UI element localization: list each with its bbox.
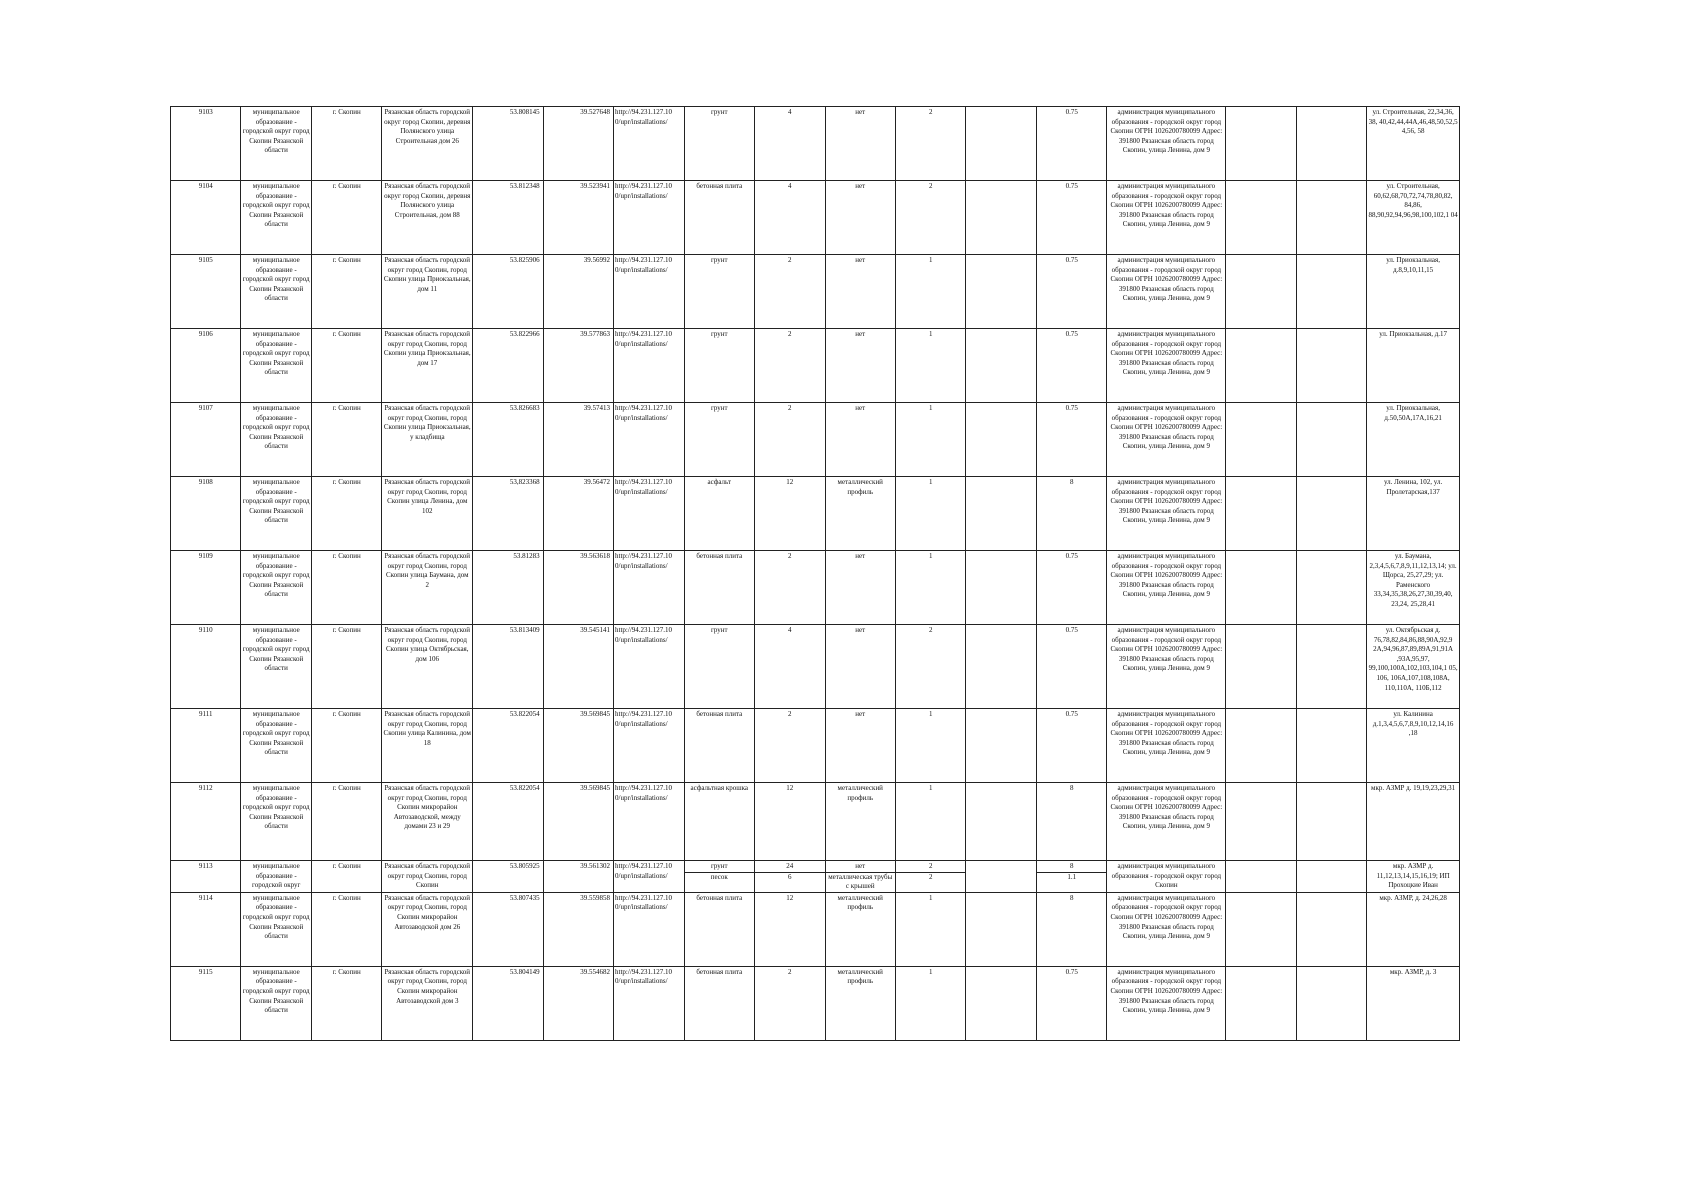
empty-cell <box>966 892 1036 966</box>
row-id-cell: 9106 <box>171 329 241 403</box>
volume-cell: 0.75 <box>1036 181 1106 255</box>
empty-cell <box>966 403 1036 477</box>
latitude-cell: 53.826683 <box>473 403 543 477</box>
container-count-cell: 1 <box>895 966 965 1040</box>
empty-cell <box>1296 107 1366 181</box>
empty-cell <box>1226 551 1296 625</box>
empty-cell <box>1296 551 1366 625</box>
table-row <box>171 861 1460 893</box>
container-count-cell: 1 <box>895 783 965 861</box>
waste-sources-cell: мкр. АЗМР, д. 3 <box>1367 966 1460 1040</box>
empty-cell <box>1296 255 1366 329</box>
row-id-cell: 9109 <box>171 551 241 625</box>
fence-cell: металлический профиль <box>825 477 895 551</box>
table-row <box>171 403 1460 477</box>
registry-table <box>170 106 1460 1041</box>
table-row <box>171 181 1460 255</box>
fence-cell: металлический профиль <box>825 966 895 1040</box>
surface-cell-line: грунт <box>710 862 728 870</box>
table-row <box>171 783 1460 861</box>
longitude-cell: 39.527648 <box>543 107 613 181</box>
waste-sources-cell: ул. Приокзальная, д.8,9,10,11,15 <box>1367 255 1460 329</box>
fence-cell-line: металлическая трубы с крышей <box>826 872 895 892</box>
container-count-cell-line: 2 <box>928 862 933 870</box>
address-cell: Рязанская область городской округ город Скопин, город Скопин улица Баумана, дом 2 <box>382 551 473 625</box>
surface-cell: бетонная плита <box>684 709 754 783</box>
area-cell: 2 <box>755 255 825 329</box>
empty-cell <box>966 966 1036 1040</box>
municipality-cell: муниципальное образование - городской округ город Скопин Рязанской области <box>241 329 311 403</box>
owner-cell: администрация муниципального образования - городской округ город Скопин ОГРН 1026200780099 Адрес: 391800 Рязанская область город Скопин, улица Ленина, дом 9 <box>1107 329 1226 403</box>
area-cell-line: 24 <box>786 862 794 870</box>
container-count-cell: 1 <box>895 403 965 477</box>
container-count-cell <box>895 861 965 893</box>
surface-cell: грунт <box>684 329 754 403</box>
empty-cell <box>1226 625 1296 709</box>
waste-sources-cell: ул. Ленина, 102, ул. Пролетарская,137 <box>1367 477 1460 551</box>
owner-cell: администрация муниципального образования - городской округ город Скопин ОГРН 1026200780099 Адрес: 391800 Рязанская область город Скопин, улица Ленина, дом 9 <box>1107 107 1226 181</box>
latitude-cell: 53.808145 <box>473 107 543 181</box>
empty-cell <box>1296 625 1366 709</box>
municipality-cell: муниципальное образование - городской округ город Скопин Рязанской области <box>241 709 311 783</box>
municipality-cell: муниципальное образование - городской округ город Скопин Рязанской области <box>241 403 311 477</box>
longitude-cell: 39.577863 <box>543 329 613 403</box>
owner-cell: администрация муниципального образования - городской округ город Скопин ОГРН 1026200780099 Адрес: 391800 Рязанская область город Скопин, улица Ленина, дом 9 <box>1107 403 1226 477</box>
waste-sources-cell: ул. Калинина д.1,3,4,5,6,7,8,9,10,12,14,16 ,18 <box>1367 709 1460 783</box>
table-row <box>171 966 1460 1040</box>
empty-cell <box>1226 403 1296 477</box>
url-cell: http://94.231.127.10 0/upr/installations/ <box>614 181 684 255</box>
volume-cell: 8 <box>1036 892 1106 966</box>
container-count-cell: 1 <box>895 255 965 329</box>
url-cell: http://94.231.127.10 0/upr/installations/ <box>614 625 684 709</box>
surface-cell: асфальт <box>684 477 754 551</box>
waste-sources-cell: ул. Приокзальная, д.50,50А,17А,16,21 <box>1367 403 1460 477</box>
volume-cell: 8 <box>1036 783 1106 861</box>
table-row <box>171 892 1460 966</box>
address-cell: Рязанская область городской округ город Скопин, деревня Полянского улица Строительная дом 26 <box>382 107 473 181</box>
empty-cell <box>1296 403 1366 477</box>
waste-sources-cell: ул. Октябрьская д. 76,78,82,84,86,88,90А,92,9 2А,94,96,87,89,89А,91,91А ,93А,95,97, 99,100,100А,102,103,104,1 05, 106, 106А,107,108,108А, 110,110А, 110Б,112 <box>1367 625 1460 709</box>
volume-cell <box>1036 861 1106 893</box>
area-cell: 2 <box>755 966 825 1040</box>
fence-cell: нет <box>825 329 895 403</box>
url-cell: http://94.231.127.10 0/upr/installations/ <box>614 477 684 551</box>
owner-cell: администрация муниципального образования - городской округ город Скопин ОГРН 1026200780099 Адрес: 391800 Рязанская область город Скопин, улица Ленина, дом 9 <box>1107 181 1226 255</box>
waste-sources-cell: мкр. АЗМР д. 11,12,13,14,15,16,19; ИП Прохоцкие Иван <box>1367 861 1460 893</box>
url-cell: http://94.231.127.10 0/upr/installations/ <box>614 255 684 329</box>
longitude-cell: 39.569845 <box>543 783 613 861</box>
volume-cell: 0.75 <box>1036 966 1106 1040</box>
owner-cell: администрация муниципального образования - городской округ город Скопин <box>1107 861 1226 893</box>
surface-cell: бетонная плита <box>684 966 754 1040</box>
row-id-cell: 9105 <box>171 255 241 329</box>
empty-cell <box>1226 966 1296 1040</box>
surface-cell: грунт <box>684 255 754 329</box>
empty-cell <box>1226 477 1296 551</box>
latitude-cell: 53.807435 <box>473 892 543 966</box>
city-cell: г. Скопин <box>311 477 381 551</box>
row-id-cell: 9110 <box>171 625 241 709</box>
empty-cell <box>1226 329 1296 403</box>
surface-cell: грунт <box>684 107 754 181</box>
address-cell: Рязанская область городской округ город Скопин, город Скопин <box>382 861 473 893</box>
area-cell: 12 <box>755 477 825 551</box>
owner-cell: администрация муниципального образования - городской округ город Скопин ОГРН 1026200780099 Адрес: 391800 Рязанская область город Скопин, улица Ленина, дом 9 <box>1107 966 1226 1040</box>
empty-cell <box>966 551 1036 625</box>
fence-cell: металлический профиль <box>825 892 895 966</box>
url-cell: http://94.231.127.10 0/upr/installations/ <box>614 783 684 861</box>
url-cell: http://94.231.127.10 0/upr/installations/ <box>614 892 684 966</box>
empty-cell <box>966 709 1036 783</box>
url-cell: http://94.231.127.10 0/upr/installations/ <box>614 966 684 1040</box>
longitude-cell: 39.563618 <box>543 551 613 625</box>
surface-cell: бетонная плита <box>684 892 754 966</box>
empty-cell <box>1296 783 1366 861</box>
empty-cell <box>1226 861 1296 893</box>
latitude-cell: 53.822054 <box>473 783 543 861</box>
owner-cell: администрация муниципального образования - городской округ город Скопин ОГРН 1026200780099 Адрес: 391800 Рязанская область город Скопин, улица Ленина, дом 9 <box>1107 892 1226 966</box>
area-cell-line: 6 <box>755 872 824 883</box>
area-cell: 4 <box>755 107 825 181</box>
row-id-cell: 9113 <box>171 861 241 893</box>
address-cell: Рязанская область городской округ город Скопин, город Скопин улица Приокзальная, дом 11 <box>382 255 473 329</box>
address-cell: Рязанская область городской округ город Скопин, деревня Полянского улица Строительная, дом 88 <box>382 181 473 255</box>
volume-cell: 0.75 <box>1036 709 1106 783</box>
fence-cell-line: нет <box>855 862 866 870</box>
empty-cell <box>1296 892 1366 966</box>
empty-cell <box>1296 709 1366 783</box>
surface-cell: грунт <box>684 403 754 477</box>
container-count-cell: 1 <box>895 709 965 783</box>
city-cell: г. Скопин <box>311 181 381 255</box>
municipality-cell: муниципальное образование - городской округ город Скопин Рязанской области <box>241 255 311 329</box>
municipality-cell: муниципальное образование - городской округ город Скопин Рязанской области <box>241 892 311 966</box>
longitude-cell: 39.561302 <box>543 861 613 893</box>
empty-cell <box>966 107 1036 181</box>
longitude-cell: 39.56992 <box>543 255 613 329</box>
empty-cell <box>966 255 1036 329</box>
owner-cell: администрация муниципального образования - городской округ город Скопин ОГРН 1026200780099 Адрес: 391800 Рязанская область город Скопин, улица Ленина, дом 9 <box>1107 551 1226 625</box>
area-cell: 2 <box>755 403 825 477</box>
row-id-cell: 9111 <box>171 709 241 783</box>
empty-cell <box>966 861 1036 893</box>
volume-cell: 0.75 <box>1036 551 1106 625</box>
empty-cell <box>1226 892 1296 966</box>
owner-cell: администрация муниципального образования - городской округ город Скопин ОГРН 1026200780099 Адрес: 391800 Рязанская область город Скопин, улица Ленина, дом 9 <box>1107 783 1226 861</box>
empty-cell <box>1226 107 1296 181</box>
surface-cell: асфальтная крошка <box>684 783 754 861</box>
city-cell: г. Скопин <box>311 783 381 861</box>
table-row <box>171 329 1460 403</box>
municipality-cell: муниципальное образование - городской округ город Скопин Рязанской области <box>241 181 311 255</box>
latitude-cell: 53,823368 <box>473 477 543 551</box>
empty-cell <box>966 625 1036 709</box>
url-cell: http://94.231.127.10 0/upr/installations/ <box>614 551 684 625</box>
volume-cell: 8 <box>1036 477 1106 551</box>
latitude-cell: 53.813409 <box>473 625 543 709</box>
municipality-cell: муниципальное образование - городской округ город Скопин Рязанской области <box>241 783 311 861</box>
table-row <box>171 709 1460 783</box>
address-cell: Рязанская область городской округ город Скопин, город Скопин микрорайон Автозаводской дом 26 <box>382 892 473 966</box>
city-cell: г. Скопин <box>311 892 381 966</box>
municipality-cell: муниципальное образование - городской округ <box>241 861 311 893</box>
waste-sources-cell: ул. Приокзальная, д.17 <box>1367 329 1460 403</box>
container-count-cell: 1 <box>895 477 965 551</box>
container-count-cell: 2 <box>895 107 965 181</box>
municipality-cell: муниципальное образование - городской округ город Скопин Рязанской области <box>241 551 311 625</box>
city-cell: г. Скопин <box>311 709 381 783</box>
fence-cell: нет <box>825 107 895 181</box>
longitude-cell: 39.545141 <box>543 625 613 709</box>
fence-cell: нет <box>825 181 895 255</box>
empty-cell <box>1226 783 1296 861</box>
waste-sources-cell: мкр. АЗМР, д. 24,26,28 <box>1367 892 1460 966</box>
url-cell: http://94.231.127.10 0/upr/installations/ <box>614 709 684 783</box>
owner-cell: администрация муниципального образования - городской округ город Скопин ОГРН 1026200780099 Адрес: 391800 Рязанская область город Скопин, улица Ленина, дом 9 <box>1107 477 1226 551</box>
row-id-cell: 9112 <box>171 783 241 861</box>
waste-sources-cell: ул. Строительная, 60,62,68,70,72,74,78,80,82, 84,86, 88,90,92,94,96,98,100,102,1 04 <box>1367 181 1460 255</box>
latitude-cell: 53.825906 <box>473 255 543 329</box>
owner-cell: администрация муниципального образования - городской округ город Скопин ОГРН 1026200780099 Адрес: 391800 Рязанская область город Скопин, улица Ленина, дом 9 <box>1107 625 1226 709</box>
longitude-cell: 39.559858 <box>543 892 613 966</box>
row-id-cell: 9108 <box>171 477 241 551</box>
area-cell: 2 <box>755 709 825 783</box>
url-cell: http://94.231.127.10 0/upr/installations/ <box>614 329 684 403</box>
volume-cell-line: 8 <box>1069 862 1074 870</box>
area-cell: 2 <box>755 551 825 625</box>
volume-cell-line: 1.1 <box>1037 872 1106 883</box>
waste-sources-cell: мкр. АЗМР д. 19,19,23,29,31 <box>1367 783 1460 861</box>
address-cell: Рязанская область городской округ город Скопин, город Скопин микрорайон Автозаводской, между домами 23 и 29 <box>382 783 473 861</box>
empty-cell <box>1226 255 1296 329</box>
city-cell: г. Скопин <box>311 403 381 477</box>
container-count-cell: 1 <box>895 329 965 403</box>
address-cell: Рязанская область городской округ город Скопин, город Скопин улица Ленина, дом 102 <box>382 477 473 551</box>
empty-cell <box>1296 861 1366 893</box>
city-cell: г. Скопин <box>311 329 381 403</box>
city-cell: г. Скопин <box>311 255 381 329</box>
volume-cell: 0.75 <box>1036 107 1106 181</box>
empty-cell <box>1296 329 1366 403</box>
municipality-cell: муниципальное образование - городской округ город Скопин Рязанской области <box>241 966 311 1040</box>
latitude-cell: 53.805925 <box>473 861 543 893</box>
area-cell: 2 <box>755 329 825 403</box>
city-cell: г. Скопин <box>311 551 381 625</box>
address-cell: Рязанская область городской округ город Скопин, город Скопин микрорайон Автозаводской дом 3 <box>382 966 473 1040</box>
area-cell: 4 <box>755 181 825 255</box>
table-row <box>171 625 1460 709</box>
surface-cell: грунт <box>684 625 754 709</box>
waste-sources-cell: ул. Строительная, 22,34,36, 38, 40,42,44,44А,46,48,50,52,5 4,56, 58 <box>1367 107 1460 181</box>
empty-cell <box>1226 709 1296 783</box>
area-cell <box>755 861 825 893</box>
volume-cell: 0.75 <box>1036 625 1106 709</box>
empty-cell <box>1296 477 1366 551</box>
empty-cell <box>966 329 1036 403</box>
surface-cell <box>684 861 754 893</box>
fence-cell: нет <box>825 709 895 783</box>
empty-cell <box>1296 181 1366 255</box>
container-count-cell: 2 <box>895 625 965 709</box>
address-cell: Рязанская область городской округ город Скопин, город Скопин улица Приокзальная, у кладбища <box>382 403 473 477</box>
municipality-cell: муниципальное образование - городской округ город Скопин Рязанской области <box>241 477 311 551</box>
row-id-cell: 9104 <box>171 181 241 255</box>
longitude-cell: 39.57413 <box>543 403 613 477</box>
row-id-cell: 9107 <box>171 403 241 477</box>
fence-cell: металлический профиль <box>825 783 895 861</box>
latitude-cell: 53.812348 <box>473 181 543 255</box>
area-cell: 12 <box>755 892 825 966</box>
latitude-cell: 53.804149 <box>473 966 543 1040</box>
url-cell: http://94.231.127.10 0/upr/installations/ <box>614 861 684 893</box>
fence-cell <box>825 861 895 893</box>
empty-cell <box>966 477 1036 551</box>
url-cell: http://94.231.127.10 0/upr/installations/ <box>614 403 684 477</box>
owner-cell: администрация муниципального образования - городской округ город Скопин ОГРН 1026200780099 Адрес: 391800 Рязанская область город Скопин, улица Ленина, дом 9 <box>1107 709 1226 783</box>
fence-cell: нет <box>825 403 895 477</box>
owner-cell: администрация муниципального образования - городской округ город Скопин ОГРН 1026200780099 Адрес: 391800 Рязанская область город Скопин, улица Ленина, дом 9 <box>1107 255 1226 329</box>
volume-cell: 0.75 <box>1036 403 1106 477</box>
container-count-cell-line: 2 <box>896 872 965 883</box>
row-id-cell: 9103 <box>171 107 241 181</box>
address-cell: Рязанская область городской округ город Скопин, город Скопин улица Октябрьская, дом 106 <box>382 625 473 709</box>
address-cell: Рязанская область городской округ город Скопин, город Скопин улица Калинина, дом 18 <box>382 709 473 783</box>
fence-cell: нет <box>825 255 895 329</box>
table-row <box>171 107 1460 181</box>
container-count-cell: 1 <box>895 551 965 625</box>
longitude-cell: 39.56472 <box>543 477 613 551</box>
city-cell: г. Скопин <box>311 625 381 709</box>
municipality-cell: муниципальное образование - городской округ город Скопин Рязанской области <box>241 107 311 181</box>
container-count-cell: 1 <box>895 892 965 966</box>
area-cell: 12 <box>755 783 825 861</box>
city-cell: г. Скопин <box>311 861 381 893</box>
volume-cell: 0.75 <box>1036 255 1106 329</box>
surface-cell: бетонная плита <box>684 181 754 255</box>
city-cell: г. Скопин <box>311 966 381 1040</box>
longitude-cell: 39.523941 <box>543 181 613 255</box>
longitude-cell: 39.554682 <box>543 966 613 1040</box>
municipality-cell: муниципальное образование - городской округ город Скопин Рязанской области <box>241 625 311 709</box>
fence-cell: нет <box>825 551 895 625</box>
surface-cell: бетонная плита <box>684 551 754 625</box>
surface-cell-line: песок <box>685 872 754 883</box>
table-row <box>171 477 1460 551</box>
empty-cell <box>1226 181 1296 255</box>
latitude-cell: 53.822966 <box>473 329 543 403</box>
empty-cell <box>966 181 1036 255</box>
container-count-cell: 2 <box>895 181 965 255</box>
address-cell: Рязанская область городской округ город Скопин, город Скопин улица Приокзальная, дом 17 <box>382 329 473 403</box>
url-cell: http://94.231.127.10 0/upr/installations/ <box>614 107 684 181</box>
fence-cell: нет <box>825 625 895 709</box>
empty-cell <box>1296 966 1366 1040</box>
latitude-cell: 53.81283 <box>473 551 543 625</box>
row-id-cell: 9115 <box>171 966 241 1040</box>
latitude-cell: 53.822054 <box>473 709 543 783</box>
city-cell: г. Скопин <box>311 107 381 181</box>
waste-sources-cell: ул. Баумана, 2,3,4,5,6,7,8,9,11,12,13,14; ул. Щорса, 25,27,29; ул. Раменского 33,34,35,38,26,27,30,39,40, 23,24, 25,28,41 <box>1367 551 1460 625</box>
empty-cell <box>966 783 1036 861</box>
volume-cell: 0.75 <box>1036 329 1106 403</box>
row-id-cell: 9114 <box>171 892 241 966</box>
table-row <box>171 255 1460 329</box>
table-row <box>171 551 1460 625</box>
area-cell: 4 <box>755 625 825 709</box>
longitude-cell: 39.569845 <box>543 709 613 783</box>
